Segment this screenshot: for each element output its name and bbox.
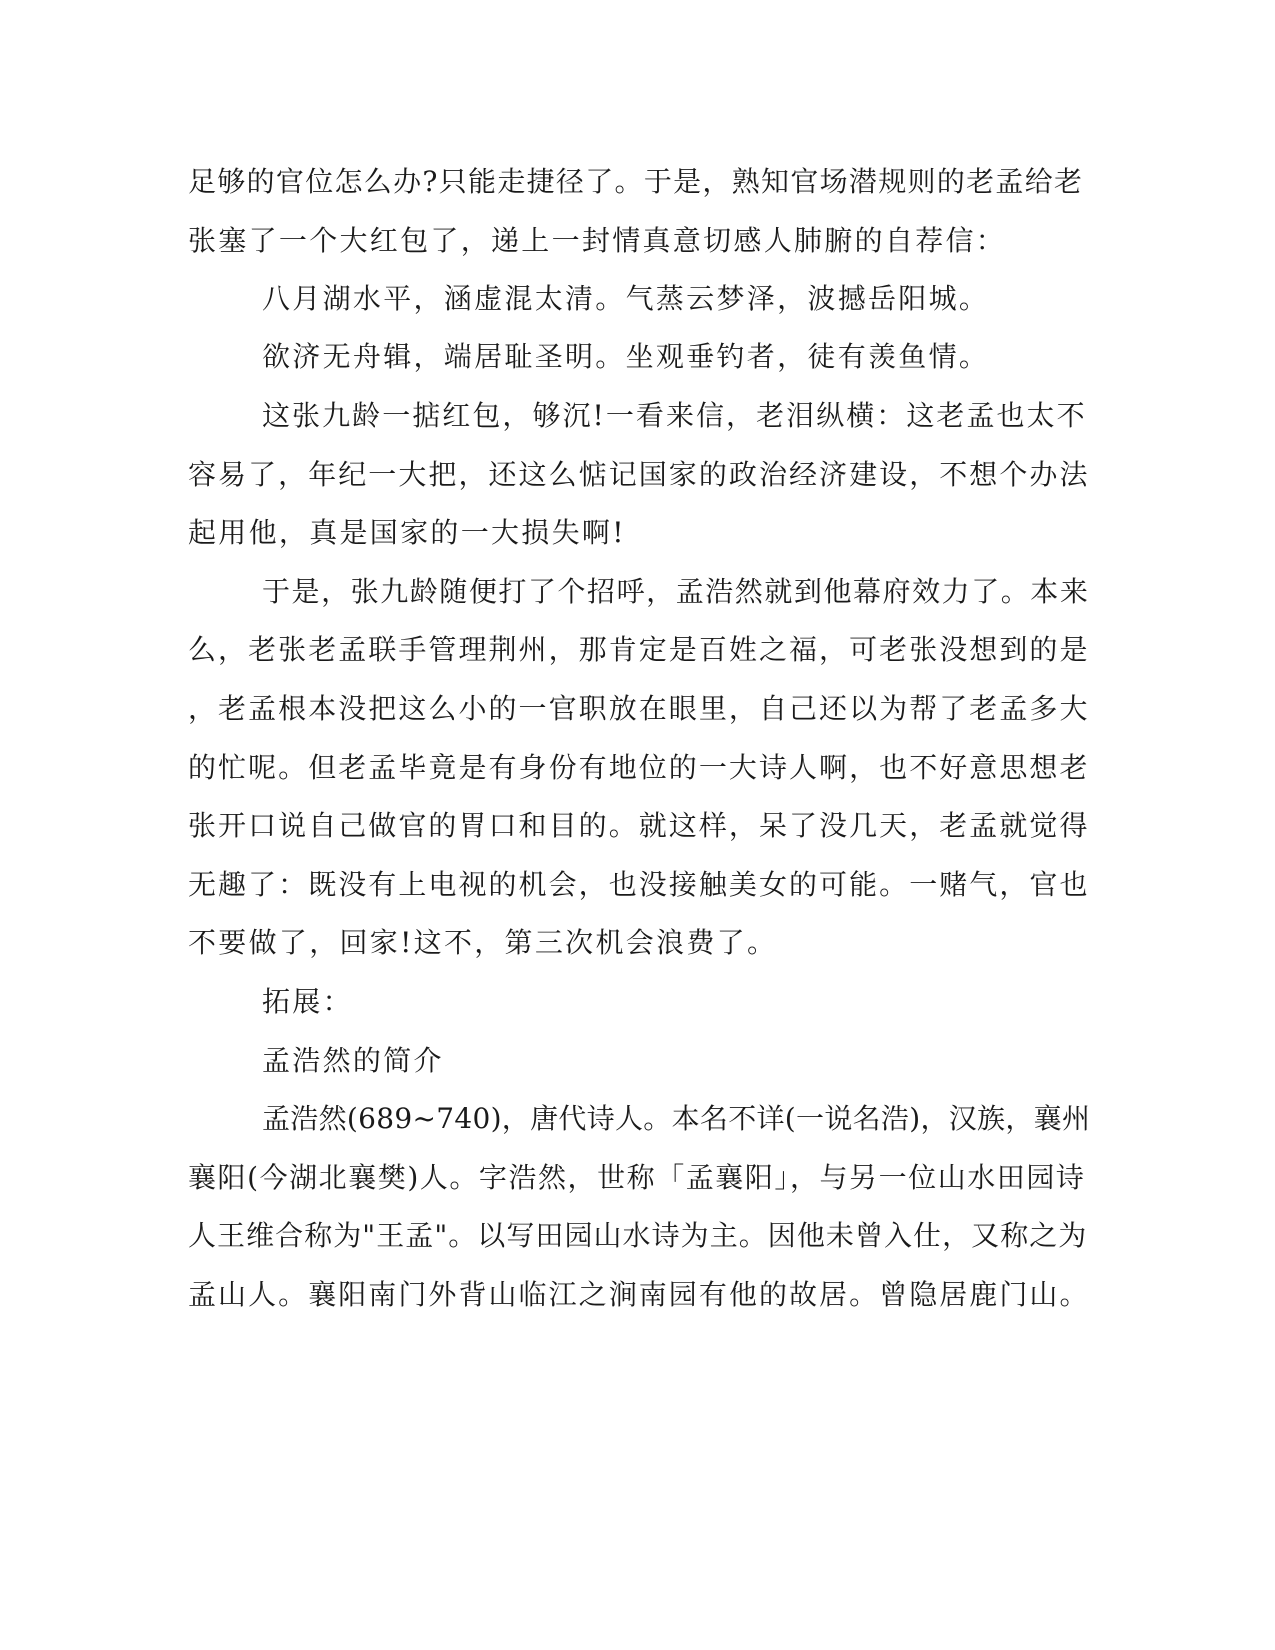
poem-line: 欲济无舟辑，端居耻圣明。坐观垂钓者，徒有羡鱼情。 xyxy=(262,340,990,373)
section-label: 拓展： xyxy=(262,985,353,1018)
text-line: 张塞了一个大红包了，递上一封情真意切感人肺腑的自荐信： xyxy=(188,224,1007,257)
poem-line: 八月湖水平，涵虚混太清。气蒸云梦泽，波撼岳阳城。 xyxy=(262,282,990,315)
text-line: 起用他，真是国家的一大损失啊! xyxy=(188,516,626,549)
text-line: 张开口说自己做官的胃口和目的。就这样，呆了没几天，老孟就觉得 xyxy=(188,809,1090,842)
paragraph-first-line: 孟浩然(689~740)，唐代诗人。本名不详(一说名浩)，汉族，襄州 xyxy=(262,1102,1091,1135)
text-line: ，老孟根本没把这么小的一官职放在眼里，自己还以为帮了老孟多大 xyxy=(188,692,1090,725)
text-line: 足够的官位怎么办?只能走捷径了。于是，熟知官场潜规则的老孟给老 xyxy=(188,165,1084,198)
text-line: 无趣了：既没有上电视的机会，也没接触美女的可能。一赌气，官也 xyxy=(188,868,1090,901)
text-line: 不要做了，回家!这不，第三次机会浪费了。 xyxy=(188,926,778,959)
paragraph-first-line: 这张九龄一掂红包，够沉!一看来信，老泪纵横：这老孟也太不 xyxy=(262,399,1087,432)
text-line: 容易了，年纪一大把，还这么惦记国家的政治经济建设，不想个办法 xyxy=(188,458,1090,491)
paragraph-first-line: 于是，张九龄随便打了个招呼，孟浩然就到他幕府效力了。本来 xyxy=(262,575,1090,608)
text-line: 的忙呢。但老孟毕竟是有身份有地位的一大诗人啊，也不好意思想老 xyxy=(188,751,1090,784)
text-line: 孟山人。襄阳南门外背山临江之涧南园有他的故居。曾隐居鹿门山。 xyxy=(188,1278,1090,1311)
text-line: 襄阳(今湖北襄樊)人。字浩然，世称「孟襄阳」，与另一位山水田园诗 xyxy=(188,1161,1086,1194)
text-line: 么，老张老孟联手管理荆州，那肯定是百姓之福，可老张没想到的是 xyxy=(188,633,1090,666)
text-line: 人王维合称为"王孟"。以写田园山水诗为主。因他未曾入仕，又称之为 xyxy=(188,1219,1088,1252)
section-heading: 孟浩然的简介 xyxy=(262,1044,444,1077)
